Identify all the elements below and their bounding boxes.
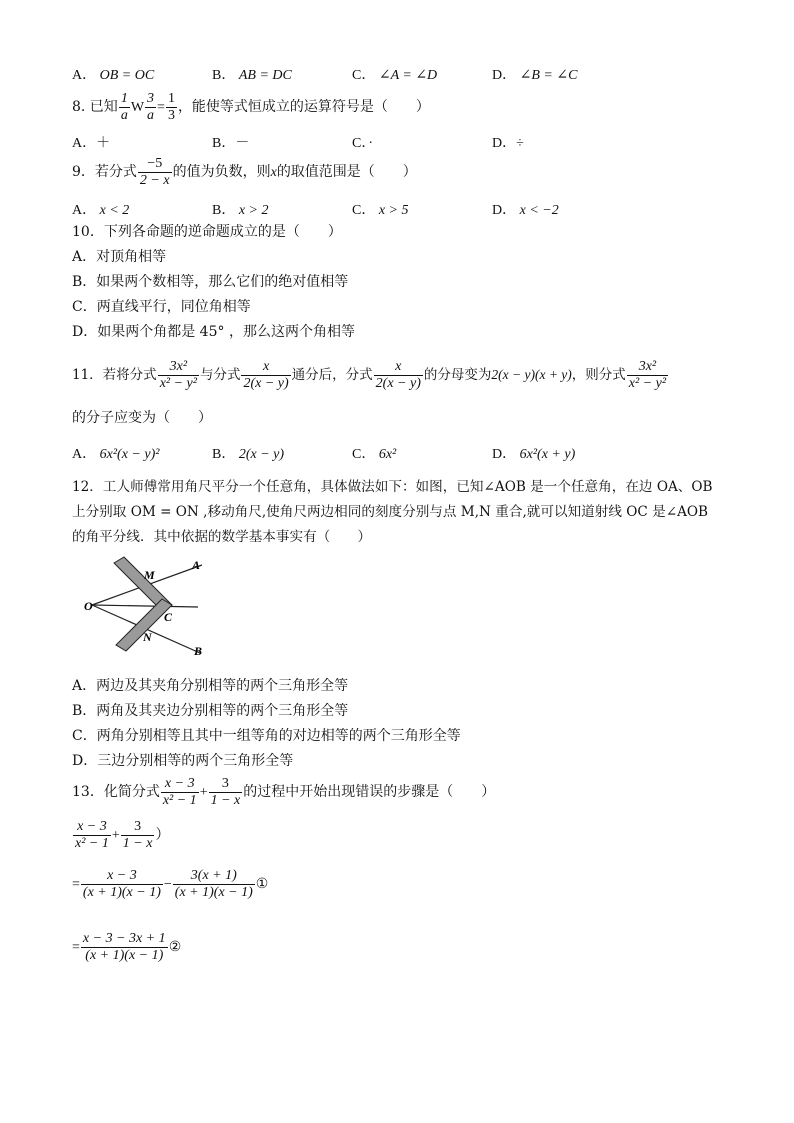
q13-s0-f1-num: x − 3 xyxy=(73,819,111,836)
q9-var: x xyxy=(270,165,277,180)
q9-suffix: 的取值范围是（ ） xyxy=(276,164,417,180)
q11-option-a-label: A． xyxy=(72,447,97,462)
q7-option-d-label: D． xyxy=(492,68,517,83)
q11-f1-den: x² − y² xyxy=(159,376,197,391)
label-b: B xyxy=(194,644,203,658)
q11-line2: 的分子应变为（ ） xyxy=(72,410,212,426)
ray-oc xyxy=(92,605,198,607)
angle-bisector-figure xyxy=(80,555,220,660)
q9-option-b-label: B． xyxy=(212,203,236,218)
q13-s1-num2: 3(x + 1) xyxy=(173,868,255,885)
q9-option-d xyxy=(492,199,559,219)
q9-frac-num: −5 xyxy=(138,156,172,173)
q8-option-a: A．＋ xyxy=(72,136,111,151)
q11-option-a xyxy=(72,443,159,463)
q9-option-c-text: x > 5 xyxy=(378,203,409,218)
q13-s0-close: ） xyxy=(155,827,170,843)
q8-f1-den: a xyxy=(120,107,128,123)
q11-t1: 11．若将分式 xyxy=(72,367,157,383)
q13-f1-num: x − 3 xyxy=(161,776,199,793)
q12-option-a: A．两边及其夹角分别相等的两个三角形全等 xyxy=(72,678,349,694)
q13-stem xyxy=(72,773,495,812)
q10-option-b: B．如果两个数相等，那么它们的绝对值相等 xyxy=(72,274,349,290)
q11-f2-den: 2(x − y) xyxy=(243,376,289,391)
q9-option-c xyxy=(352,199,409,219)
q11-t2: 与分式 xyxy=(199,367,241,383)
q13-s1-num: x − 3 xyxy=(81,868,163,885)
q12-option-c: C．两角分别相等且其中一组等角的对边相等的两个三角形全等 xyxy=(72,728,461,744)
q7-option-d-text: ∠B = ∠C xyxy=(519,68,578,83)
q8-fraction-2 xyxy=(145,91,156,124)
q8-f3-num: 1 xyxy=(167,90,175,106)
q12-line2: 上分别取 OM = ON ,移动角尺,使角尺两边相同的刻度分别与点 M,N 重合,就可以知道射线 OC 是∠AOB xyxy=(72,504,709,520)
q11-fraction-3 xyxy=(374,359,423,392)
q7-option-c xyxy=(352,64,437,84)
q13-t2: 的过程中开始出现错误的步骤是（ ） xyxy=(243,784,496,800)
q13-s2-eq: = xyxy=(72,940,80,955)
q9-option-d-label: D． xyxy=(492,203,517,218)
q13-s0-f2-num: 3 xyxy=(121,819,155,836)
q7-option-a xyxy=(72,64,154,84)
q11-expr: 2(x − y)(x + y) xyxy=(491,367,572,382)
q7-option-c-label: C． xyxy=(352,68,376,83)
q11-t4: 的分母变为 xyxy=(423,367,492,383)
q8-f3-den: 3 xyxy=(167,107,175,123)
q13-s1-fraction-2 xyxy=(173,868,255,901)
q13-s2-num: x − 3 − 3x + 1 xyxy=(82,930,166,946)
q13-f2-num: 3 xyxy=(209,776,243,793)
q8-f2-num: 3 xyxy=(147,90,155,106)
q9-option-b-text: x > 2 xyxy=(238,203,269,218)
q13-step-0 xyxy=(72,815,169,856)
label-o: O xyxy=(84,599,93,613)
q11-fraction-1 xyxy=(158,359,199,392)
q11-fraction-4 xyxy=(627,359,668,392)
q10-option-c: C．两直线平行，同位角相等 xyxy=(72,299,251,315)
q9-stem xyxy=(72,153,417,192)
q13-s0-fraction-1 xyxy=(73,819,111,852)
q7-option-b-text: AB = DC xyxy=(238,68,292,83)
q11-option-c-text: 6x² xyxy=(378,447,397,462)
q13-s0-plus: + xyxy=(111,828,120,843)
label-n: N xyxy=(143,630,152,644)
q13-s2-den: (x + 1)(x − 1) xyxy=(85,947,164,963)
label-c: C xyxy=(164,610,173,624)
q9-fraction xyxy=(138,156,172,189)
q13-s0-f1-den: x² − 1 xyxy=(75,835,109,851)
q13-s0-f2-den: 1 − x xyxy=(122,835,153,851)
q9-mid: 的值为负数，则 xyxy=(172,164,271,180)
q8-f1-num: 1 xyxy=(120,90,128,106)
q8-stem xyxy=(72,88,430,127)
q8-option-c: C．· xyxy=(352,136,373,151)
q13-s2-mark: ② xyxy=(168,939,182,955)
q11-t5: ，则分式 xyxy=(571,367,626,383)
q8-prefix: 8. 已知 xyxy=(72,99,118,115)
q11-option-b-label: B． xyxy=(212,447,236,462)
q9-option-a xyxy=(72,199,129,219)
q13-f2-den: 1 − x xyxy=(210,792,241,808)
q9-frac-den: 2 − x xyxy=(139,172,170,188)
q13-s2-fraction xyxy=(81,931,168,964)
q8-operator: W xyxy=(130,100,145,115)
q13-step-2 xyxy=(72,927,181,968)
q13-plus: + xyxy=(199,785,208,800)
q11-f3-num: x xyxy=(374,359,423,376)
q12-option-b: B．两角及其夹边分别相等的两个三角形全等 xyxy=(72,703,349,719)
q13-s1-mark: ① xyxy=(255,876,269,892)
q11-option-d-text: 6x²(x + y) xyxy=(519,447,576,462)
q12-line1: 12．工人师傅常用角尺平分一个任意角，具体做法如下：如图，已知∠AOB 是一个任意角，在边 OA、OB xyxy=(72,479,713,495)
label-a: A xyxy=(192,558,201,572)
q10-stem: 10．下列各命题的逆命题成立的是（ ） xyxy=(72,224,342,240)
q11-option-b xyxy=(212,443,284,463)
q9-option-b xyxy=(212,199,269,219)
q13-s1-op: − xyxy=(163,877,172,892)
q8-equals: = xyxy=(157,100,165,115)
q11-option-a-text: 6x²(x − y)² xyxy=(99,447,160,462)
q10-option-a: A．对顶角相等 xyxy=(72,249,167,265)
q8-option-b: B．－ xyxy=(212,136,250,151)
label-m: M xyxy=(144,568,155,582)
q8-option-d: D．÷ xyxy=(492,136,524,151)
q11-f4-num: 3x² xyxy=(627,359,668,376)
q11-option-d xyxy=(492,443,575,463)
q13-s1-eq: = xyxy=(72,877,80,892)
q12-line3: 的角平分线．其中依据的数学基本事实有（ ） xyxy=(72,529,372,545)
q11-stem xyxy=(72,355,669,395)
q11-f2-num: x xyxy=(241,359,290,376)
q11-option-d-label: D． xyxy=(492,447,517,462)
q13-t1: 13．化简分式 xyxy=(72,784,160,800)
q9-option-d-text: x < −2 xyxy=(519,203,559,218)
q9-prefix: 9．若分式 xyxy=(72,164,137,180)
q8-fraction-3 xyxy=(166,91,177,124)
q7-option-b xyxy=(212,64,292,84)
q8-f2-den: a xyxy=(147,107,155,123)
q11-f3-den: 2(x − y) xyxy=(375,376,421,391)
q13-s0-fraction-2 xyxy=(121,819,155,852)
q11-f1-num: 3x² xyxy=(158,359,199,376)
q11-option-c-label: C． xyxy=(352,447,376,462)
q9-option-c-label: C． xyxy=(352,203,376,218)
q7-option-d xyxy=(492,64,577,84)
q13-step-1 xyxy=(72,864,268,905)
q11-t3: 通分后，分式 xyxy=(291,367,373,383)
q13-s1-fraction-1 xyxy=(81,868,163,901)
q7-option-a-text: OB = OC xyxy=(99,68,155,83)
q13-fraction-1 xyxy=(161,776,199,809)
q7-option-b-label: B． xyxy=(212,68,236,83)
q11-option-b-text: 2(x − y) xyxy=(238,447,285,462)
q7-option-c-text: ∠A = ∠D xyxy=(378,68,438,83)
q9-option-a-label: A． xyxy=(72,203,97,218)
q8-suffix: ，能使等式恒成立的运算符号是（ ） xyxy=(177,99,430,115)
q8-fraction-1 xyxy=(119,91,130,124)
q13-s1-den: (x + 1)(x − 1) xyxy=(82,884,161,900)
q12-option-d: D．三边分别相等的两个三角形全等 xyxy=(72,753,294,769)
q11-f4-den: x² − y² xyxy=(628,376,667,391)
q11-option-c xyxy=(352,443,396,463)
q13-s1-den2: (x + 1)(x − 1) xyxy=(174,884,253,900)
q7-option-a-label: A． xyxy=(72,68,97,83)
q9-option-a-text: x < 2 xyxy=(99,203,130,218)
q10-option-d: D．如果两个角都是 45° ，那么这两个角相等 xyxy=(72,324,355,340)
q11-fraction-2 xyxy=(241,359,290,392)
q13-f1-den: x² − 1 xyxy=(162,792,197,808)
q13-fraction-2 xyxy=(209,776,243,809)
